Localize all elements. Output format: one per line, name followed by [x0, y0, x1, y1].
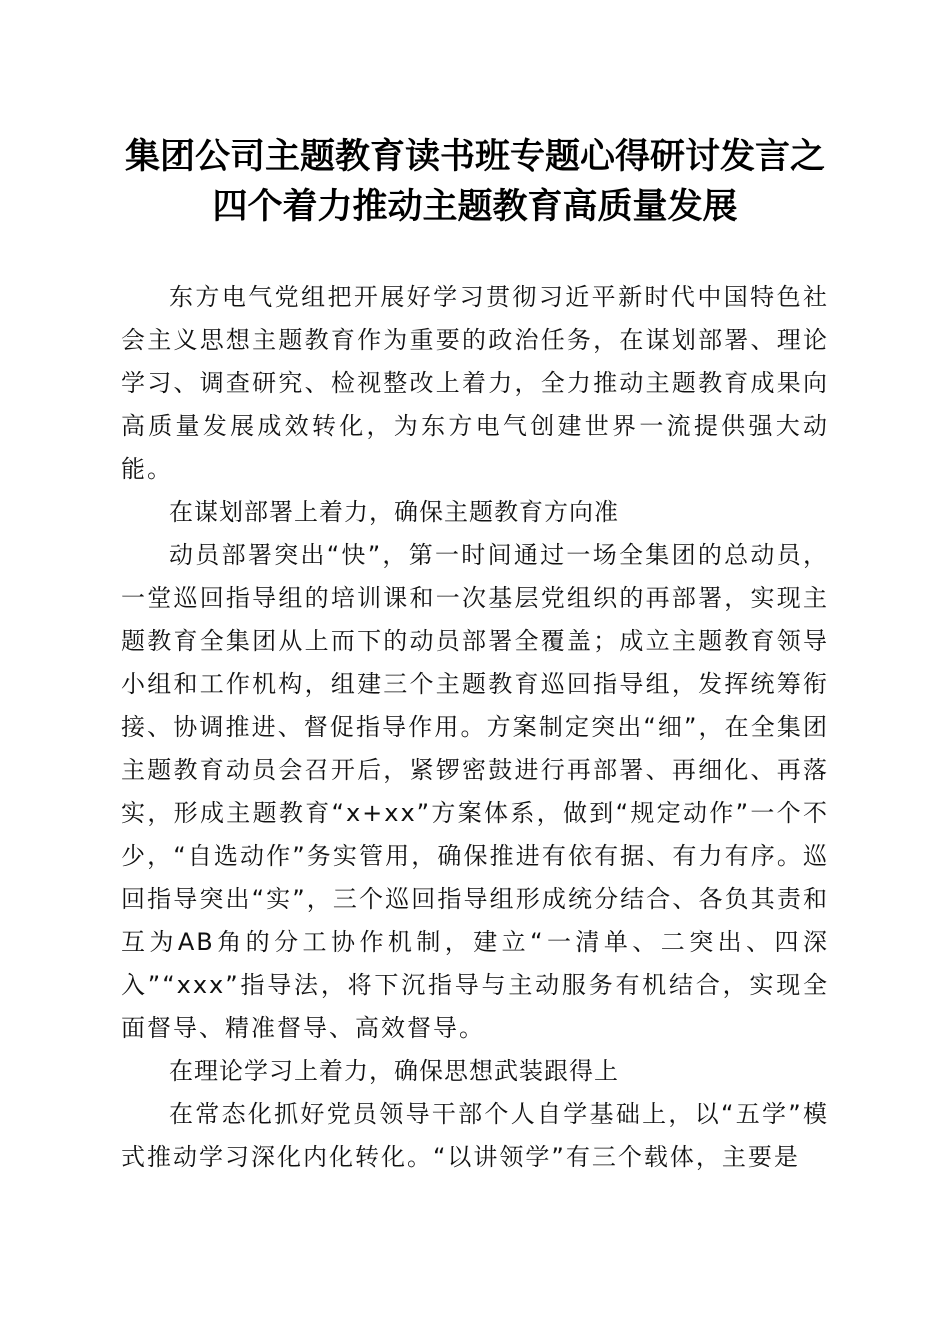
title-line-2: 四个着力推动主题教育高质量发展	[212, 186, 738, 227]
planning-paragraph: 动员部署突出“快”，第一时间通过一场全集团的总动员，一堂巡回指导组的培训课和一次基层党组织的再部署，实现主题教育全集团从上而下的动员部署全覆盖；成立主题教育领导小组和工作机构，组建三个主题教育巡回指导组，发挥统筹衔接、协调推进、督促指导作用。方案制定突出“细”，在全集团主题教育动员会召开后，紧锣密鼓进行再部署、再细化、再落实，形成主题教育“x+xx”方案体系，做到“规定动作”一个不少，“自选动作”务实管用，确保推进有依有据、有力有序。巡回指导突出“实”，三个巡回指导组形成统分结合、各负其责和互为AB角的分工协作机制，建立“一清单、二突出、四深入”“xxx”指导法，将下沉指导与主动服务有机结合，实现全面督导、精准督导、高效督导。	[121, 541, 829, 1042]
theory-paragraph: 在常态化抓好党员领导干部个人自学基础上，以“五学”模式推动学习深化内化转化。“以讲领学”有三个载体，主要是	[121, 1100, 829, 1171]
section-heading-theory: 在理论学习上着力，确保思想武装跟得上	[169, 1057, 619, 1085]
document-body	[121, 276, 829, 1179]
intro-paragraph: 东方电气党组把开展好学习贯彻习近平新时代中国特色社会主义思想主题教育作为重要的政治任务，在谋划部署、理论学习、调查研究、检视整改上着力，全力推动主题教育成果向高质量发展成效转化，为东方电气创建世界一流提供强大动能。	[121, 283, 829, 483]
section-heading-planning: 在谋划部署上着力，确保主题教育方向准	[169, 498, 619, 526]
title-line-1: 集团公司主题教育读书班专题心得研讨发言之	[124, 136, 825, 177]
document-title	[0, 132, 950, 232]
